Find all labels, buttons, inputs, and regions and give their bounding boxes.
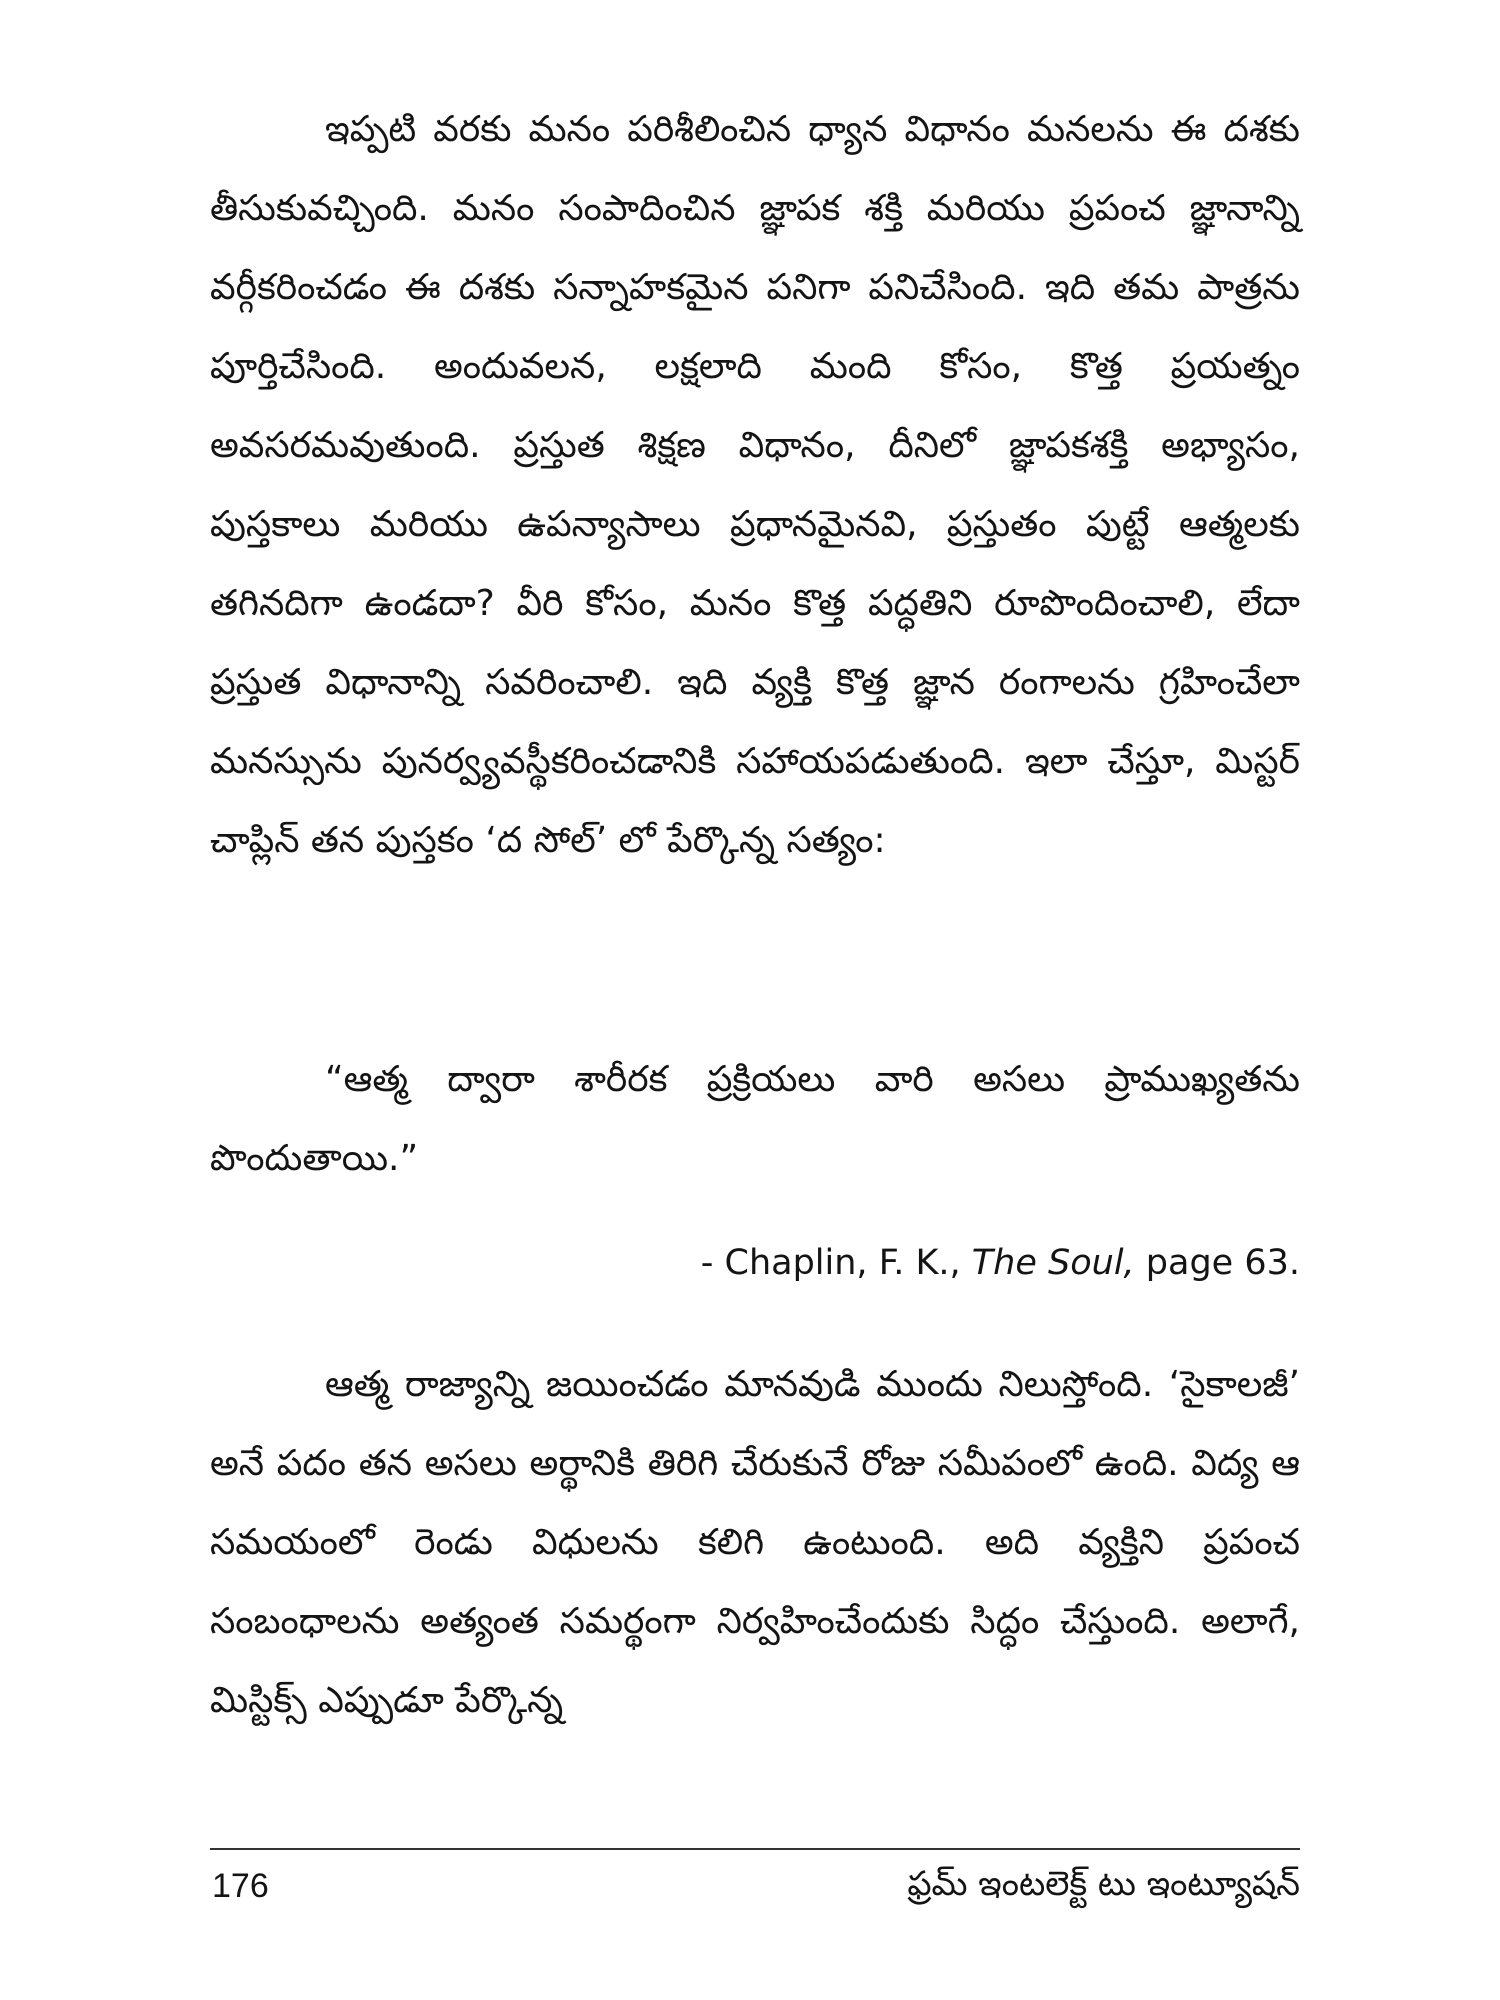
footer-divider [210,1848,1300,1850]
quote-citation [701,1238,1300,1288]
body-paragraph-2: ఆత్మ రాజ్యాన్ని జయించడం మానవుడి ముందు నిలుస్తోంది. ‘సైకాలజీ’ అనే పదం తన అసలు అర్థానికి తిరిగి చేరుకునే రోజు సమీపంలో ఉంది. విద్య ఆ సమయంలో రెండు విధులను కలిగి ఉంటుంది. అది వ్యక్తిని ప్రపంచ సంబంధాలను అత్యంత సమర్థంగా నిర్వహించేందుకు సిద్ధం చేస్తుంది. అలాగే, మిస్టిక్స్ ఎప్పుడూ పేర్కొన్న [210,1364,1300,1721]
body-paragraph-1: ఇప్పటి వరకు మనం పరిశీలించిన ధ్యాన విధానం మనలను ఈ దశకు తీసుకువచ్చింది. మనం సంపాదించిన జ్ఞాపక శక్తి మరియు ప్రపంచ జ్ఞానాన్ని వర్గీకరించడం ఈ దశకు సన్నాహకమైన పనిగా పనిచేసింది. ఇది తమ పాత్రను పూర్తిచేసింది. అందువలన, లక్షలాది మంది కోసం, కొత్త ప్రయత్నం అవసరమవుతుంది. ప్రస్తుత శిక్షణ విధానం, దీనిలో జ్ఞాపకశక్తి అభ్యాసం, పుస్తకాలు మరియు ఉపన్యాసాలు ప్రధానమైనవి, ప్రస్తుతం పుట్టే ఆత్మలకు తగినదిగా ఉండదా? వీరి కోసం, మనం కొత్త పద్ధతిని రూపొందించాలి, లేదా ప్రస్తుత విధానాన్ని సవరించాలి. ఇది వ్యక్తి కొత్త జ్ఞాన రంగాలను గ్రహించేలా మనస్సును పునర్వ్యవస్థీకరించడానికి సహాయపడుతుంది. ఇలా చేస్తూ, మిస్టర్ చాప్లిన్ తన పుస్తకం ‘ద సోల్’ లో పేర్కొన్న సత్యం: [210,109,1300,861]
citation-author: - Chaplin, F. K., [700,1243,972,1283]
block-quote: “ఆత్మ ద్వారా శారీరక ప్రక్రియలు వారి అసలు ప్రాముఖ్యతను పొందుతాయి.” [210,1059,1300,1179]
citation-page: page 63. [1134,1243,1300,1283]
citation-book-title: The Soul, [971,1243,1135,1283]
page-number: 176 [212,1867,269,1905]
running-book-title: ఫ్రమ్ ఇంటలెక్ట్ టు ఇంట్యూషన్ [907,1864,1300,1904]
